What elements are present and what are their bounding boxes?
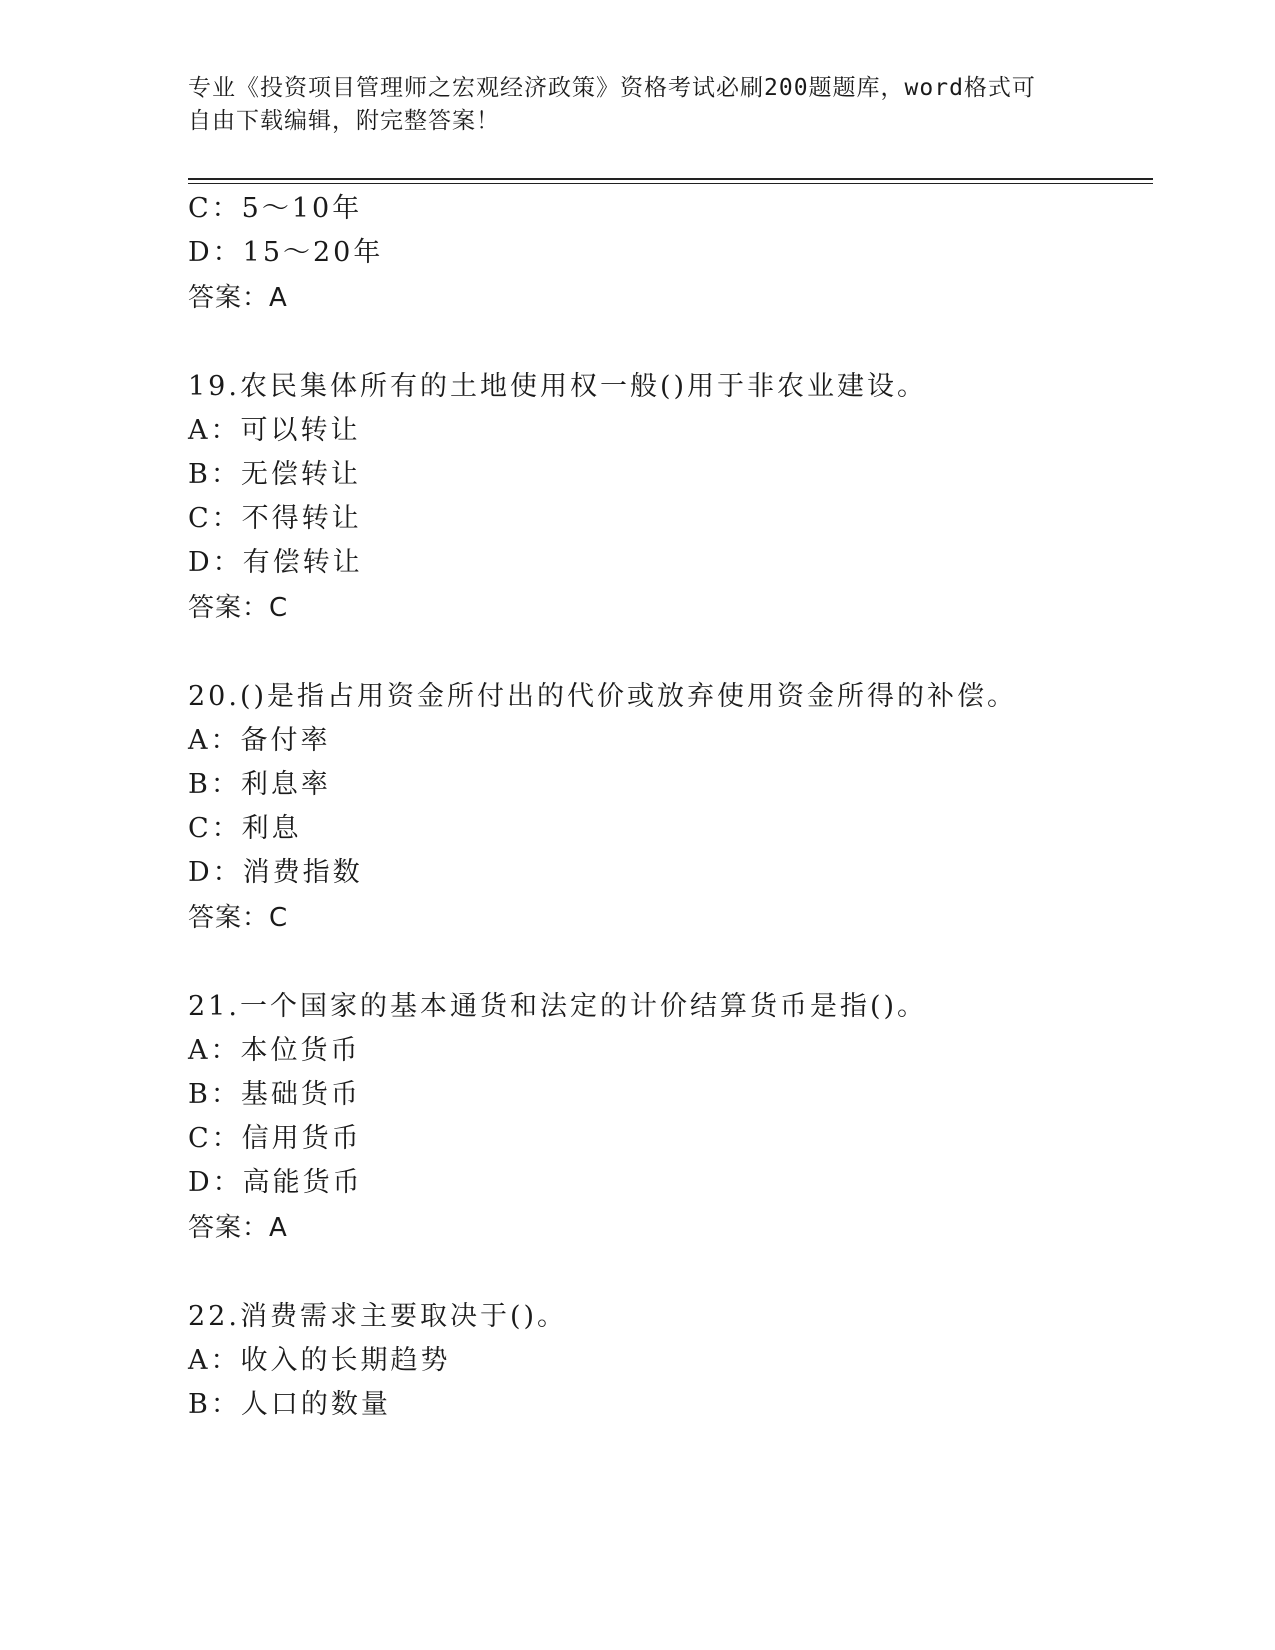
option-a: A：本位货币 bbox=[188, 1035, 361, 1066]
option-d: D：有偿转让 bbox=[188, 547, 363, 578]
header-title-line-1: 专业《投资项目管理师之宏观经济政策》资格考试必刷200题题库，word格式可 bbox=[188, 75, 1036, 101]
option-c: C：不得转让 bbox=[188, 503, 362, 534]
header-divider-thin bbox=[188, 183, 1153, 184]
option-b: B：人口的数量 bbox=[188, 1389, 391, 1420]
option-b: B：基础货币 bbox=[188, 1079, 361, 1110]
question-20: 20.()是指占用资金所付出的代价或放弃使用资金所得的补偿。 bbox=[188, 681, 1018, 712]
question-21: 21.一个国家的基本通货和法定的计价结算货币是指()。 bbox=[188, 991, 928, 1022]
answer: 答案：A bbox=[188, 1213, 288, 1243]
option-c: C：利息 bbox=[188, 813, 302, 844]
option-c: C：5～10年 bbox=[188, 193, 363, 224]
option-b: B：无偿转让 bbox=[188, 459, 361, 490]
option-c: C：信用货币 bbox=[188, 1123, 362, 1154]
header-title-line-2: 自由下载编辑，附完整答案！ bbox=[188, 108, 500, 134]
option-b: B：利息率 bbox=[188, 769, 331, 800]
question-19: 19.农民集体所有的土地使用权一般()用于非农业建设。 bbox=[188, 371, 928, 402]
answer: 答案：A bbox=[188, 283, 288, 313]
document-header bbox=[188, 72, 1088, 138]
option-d: D：高能货币 bbox=[188, 1167, 363, 1198]
header-divider-thick bbox=[188, 178, 1153, 180]
option-a: A：可以转让 bbox=[188, 415, 361, 446]
answer: 答案：C bbox=[188, 593, 289, 623]
option-d: D：15～20年 bbox=[188, 237, 384, 268]
answer: 答案：C bbox=[188, 903, 289, 933]
option-a: A：备付率 bbox=[188, 725, 331, 756]
option-d: D：消费指数 bbox=[188, 857, 363, 888]
option-a: A：收入的长期趋势 bbox=[188, 1345, 451, 1376]
question-22: 22.消费需求主要取决于()。 bbox=[188, 1301, 568, 1332]
